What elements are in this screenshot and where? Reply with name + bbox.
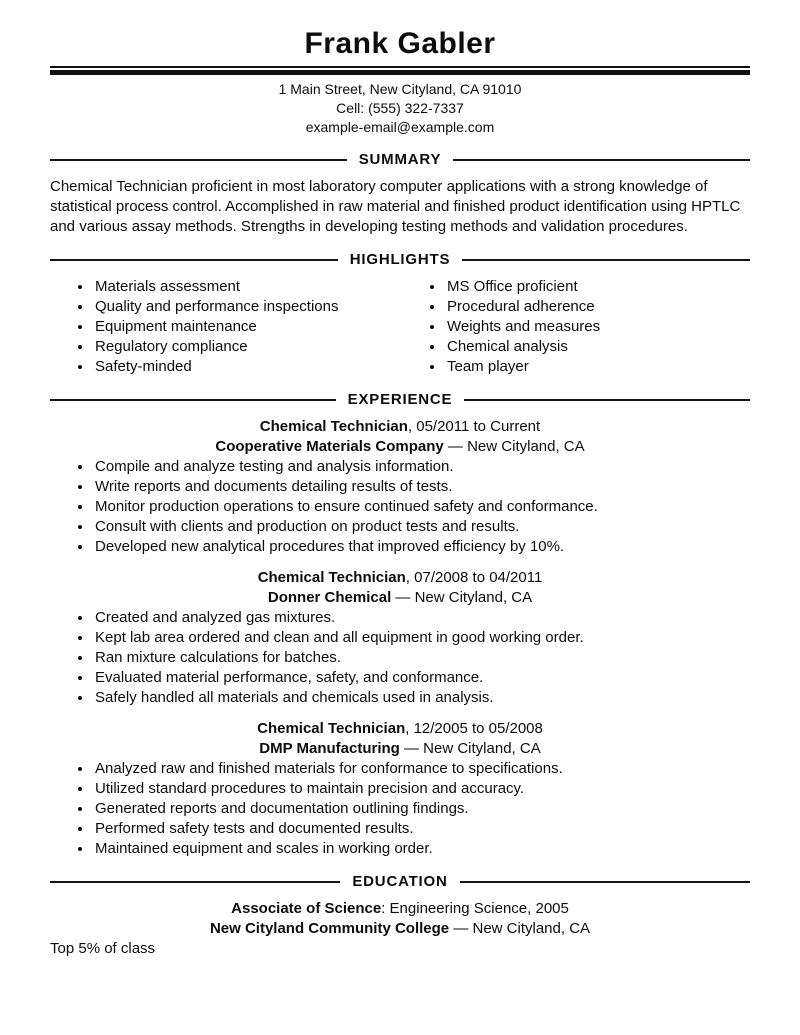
job-company-line	[50, 437, 750, 457]
job-bullet: • Generated reports and documentation outlining findings.	[93, 799, 750, 819]
job-title-line	[50, 417, 750, 437]
highlight-item: • Equipment maintenance	[93, 317, 402, 337]
highlights-list-left	[50, 277, 402, 377]
job-bullet: • Analyzed raw and finished materials for conformance to specifications.	[93, 759, 750, 779]
degree-name: Associate of Science	[231, 900, 382, 917]
highlight-item: • Regulatory compliance	[93, 337, 402, 357]
highlight-item: • MS Office proficient	[445, 277, 750, 297]
job-company-line	[50, 739, 750, 759]
contact-address: 1 Main Street, New Cityland, CA 91010	[278, 81, 522, 97]
education-degree-line	[50, 899, 750, 919]
education-note: Top 5% of class	[50, 940, 156, 957]
highlight-item: • Safety-minded	[93, 357, 402, 377]
contact-phone: Cell: (555) 322-7337	[336, 100, 464, 116]
job-company: Donner Chemical	[267, 589, 392, 606]
summary-title: SUMMARY	[358, 151, 442, 168]
job-3	[50, 719, 750, 859]
summary-text: Chemical Technician proficient in most laboratory computer applications with a strong knowledge of statistical process control. Accomplished in raw material and finished product identification using HPTLC and various assay methods. Strengths in developing testing methods and validation procedures.	[50, 178, 741, 235]
section-header-education	[50, 872, 750, 892]
header-rule-left	[50, 881, 340, 883]
highlight-item: • Team player	[445, 357, 750, 377]
job-company: DMP Manufacturing	[259, 740, 400, 757]
job-bullets	[50, 457, 750, 557]
education-title: EDUCATION	[352, 873, 448, 890]
job-bullet: • Evaluated material performance, safety, and conformance.	[93, 668, 750, 688]
header-rule-left	[50, 259, 338, 261]
header-rule-right	[460, 881, 750, 883]
header-rule-right	[462, 259, 750, 261]
job-bullet: • Maintained equipment and scales in working order.	[93, 839, 750, 859]
highlights-list-right	[402, 277, 750, 377]
section-header-highlights	[50, 250, 750, 270]
job-title-line	[50, 568, 750, 588]
job-bullet: • Kept lab area ordered and clean and all equipment in good working order.	[93, 628, 750, 648]
job-dates: , 12/2005 to 05/2008	[405, 720, 543, 737]
job-location: — New Cityland, CA	[391, 589, 533, 606]
job-location: — New Cityland, CA	[399, 740, 541, 757]
school-location: — New Cityland, CA	[449, 920, 591, 937]
job-bullet: • Created and analyzed gas mixtures.	[93, 608, 750, 628]
job-bullet: • Developed new analytical procedures that improved efficiency by 10%.	[93, 537, 750, 557]
header-rule-left	[50, 399, 336, 401]
highlight-item: • Quality and performance inspections	[93, 297, 402, 317]
section-highlights	[50, 250, 750, 377]
job-bullets	[50, 759, 750, 859]
highlight-item: • Materials assessment	[93, 277, 402, 297]
section-education	[50, 872, 750, 959]
job-location: — New Cityland, CA	[443, 438, 585, 455]
job-bullet: • Write reports and documents detailing results of tests.	[93, 477, 750, 497]
job-role: Chemical Technician	[257, 569, 406, 586]
job-bullet: • Monitor production operations to ensure continued safety and conformance.	[93, 497, 750, 517]
job-bullet: • Utilized standard procedures to maintain precision and accuracy.	[93, 779, 750, 799]
degree-detail: : Engineering Science, 2005	[381, 900, 569, 917]
candidate-name: Frank Gabler	[304, 27, 496, 60]
job-bullet: • Compile and analyze testing and analysis information.	[93, 457, 750, 477]
highlights-title: HIGHLIGHTS	[349, 251, 451, 268]
section-experience	[50, 390, 750, 859]
highlights-columns	[50, 277, 750, 377]
job-title-line	[50, 719, 750, 739]
contact-email: example-email@example.com	[305, 119, 495, 135]
contact-info	[50, 80, 750, 137]
job-2	[50, 568, 750, 708]
job-dates: , 07/2008 to 04/2011	[405, 569, 543, 586]
highlight-item: • Procedural adherence	[445, 297, 750, 317]
school-name: New Cityland Community College	[209, 920, 450, 937]
job-bullet: • Performed safety tests and documented results.	[93, 819, 750, 839]
experience-title: EXPERIENCE	[347, 391, 453, 408]
job-company-line	[50, 588, 750, 608]
job-bullets	[50, 608, 750, 708]
header-divider	[50, 66, 750, 75]
job-bullet: • Safely handled all materials and chemicals used in analysis.	[93, 688, 750, 708]
header-rule-right	[453, 159, 750, 161]
header-rule-left	[50, 159, 347, 161]
job-role: Chemical Technician	[257, 720, 406, 737]
job-bullet: • Ran mixture calculations for batches.	[93, 648, 750, 668]
job-dates: , 05/2011 to Current	[407, 418, 541, 435]
highlight-item: • Chemical analysis	[445, 337, 750, 357]
section-header-experience	[50, 390, 750, 410]
job-company: Cooperative Materials Company	[215, 438, 444, 455]
education-school-line	[50, 919, 750, 939]
header-rule-right	[464, 399, 750, 401]
section-summary	[50, 150, 750, 237]
job-role: Chemical Technician	[259, 418, 408, 435]
highlight-item: • Weights and measures	[445, 317, 750, 337]
job-bullet: • Consult with clients and production on product tests and results.	[93, 517, 750, 537]
section-header-summary	[50, 150, 750, 170]
job-1	[50, 417, 750, 557]
